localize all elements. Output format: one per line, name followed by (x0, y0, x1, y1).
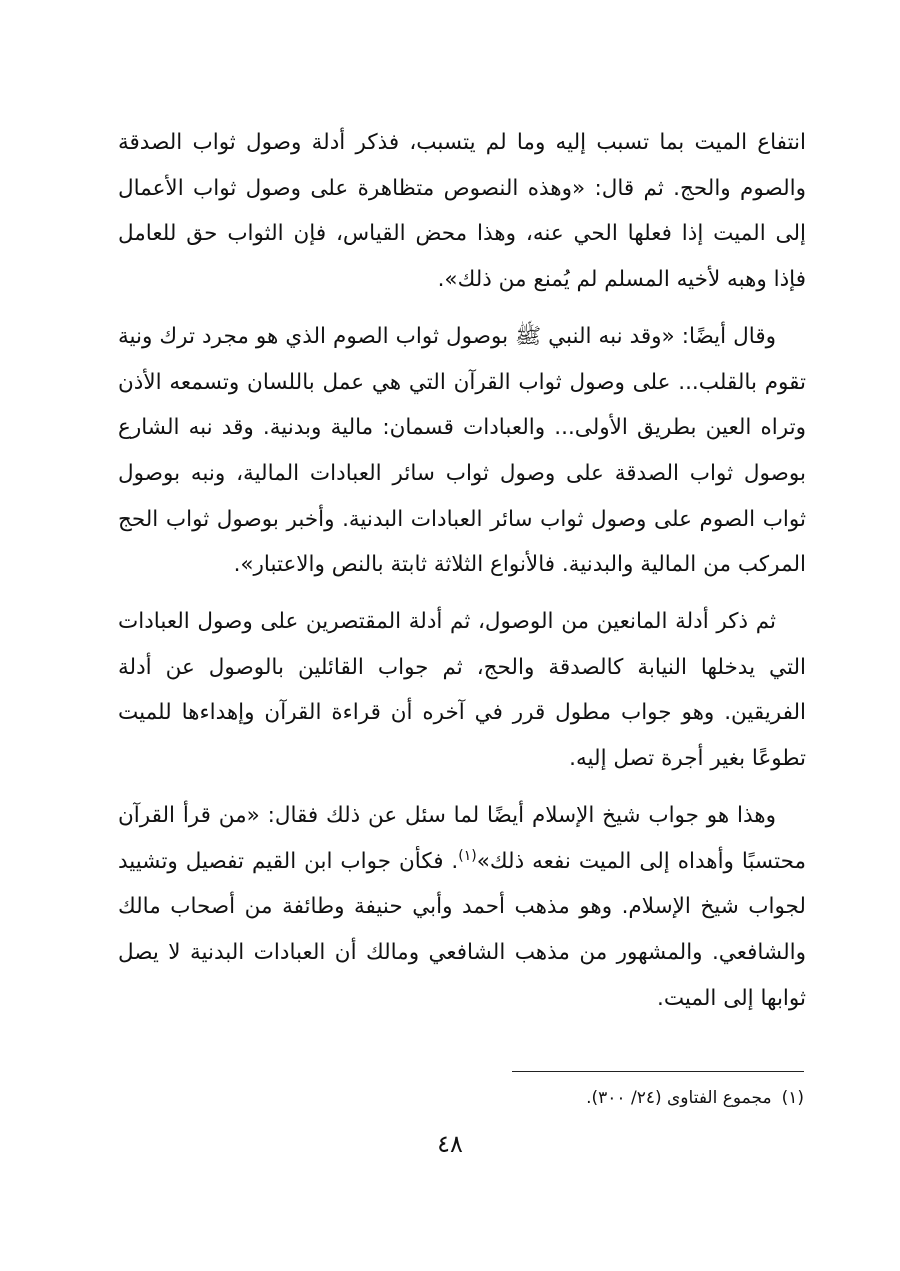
footnote-reference[interactable]: (١) (458, 847, 477, 864)
footnote-divider (512, 1071, 804, 1072)
footnote-text: مجموع الفتاوى (٢٤/ ٣٠٠). (586, 1088, 772, 1108)
paragraph-2: وقال أيضًا: «وقد نبه النبي ﷺ بوصول ثواب الصوم الذي هو مجرد ترك ونية تقوم بالقلب... على وصول ثواب القرآن التي هي عمل باللسان وتسمعه الأذن وتراه العين بطريق الأولى... والعبادات قسمان: مالية وبدنية. وقد نبه الشارع بوصول ثواب الصدقة على وصول ثواب سائر العبادات المالية، ونبه بوصول ثواب الصوم على وصول ثواب سائر العبادات البدنية. وأخبر بوصول ثواب الحج المركب من المالية والبدنية. فالأنواع الثلاثة ثابتة بالنص والاعتبار». (118, 323, 806, 578)
footnote-number: (١) (781, 1088, 804, 1108)
paragraph-3: ثم ذكر أدلة المانعين من الوصول، ثم أدلة المقتصرين على وصول العبادات التي يدخلها النيابة كالصدقة والحج، ثم جواب القائلين بالوصول عن أدلة الفريقين. وهو جواب مطول قرر في آخره أن قراءة القرآن وإهداءها للميت تطوعًا بغير أجرة تصل إليه. (118, 609, 806, 772)
paragraph-4-part-1: وهذا هو جواب شيخ الإسلام أيضًا لما سئل عن ذلك فقال: «من قرأ القرآن محتسبًا وأهداه إلى الميت نفعه ذلك» (118, 802, 806, 874)
footnote (204, 1084, 804, 1112)
paragraph-1: انتفاع الميت بما تسبب إليه وما لم يتسبب، فذكر أدلة وصول ثواب الصدقة والصوم والحج. ثم قال: «وهذه النصوص متظاهرة على وصول ثواب الأعمال إلى الميت إذا فعلها الحي عنه، وهذا محض القياس، فإن الثواب حق للعامل فإذا وهبه لأخيه المسلم لم يُمنع من ذلك». (118, 130, 806, 293)
body-text (118, 120, 806, 1032)
page-number: ٤٨ (437, 1130, 463, 1158)
paragraph-4 (118, 793, 806, 1022)
paragraph-4-part-2: . فكأن جواب ابن القيم تفصيل وتشييد لجواب شيخ الإسلام. وهو مذهب أحمد وأبي حنيفة وطائفة من أصحاب مالك والشافعي. والمشهور من مذهب الشافعي ومالك أن العبادات البدنية لا يصل ثوابها إلى الميت. (118, 848, 806, 1011)
